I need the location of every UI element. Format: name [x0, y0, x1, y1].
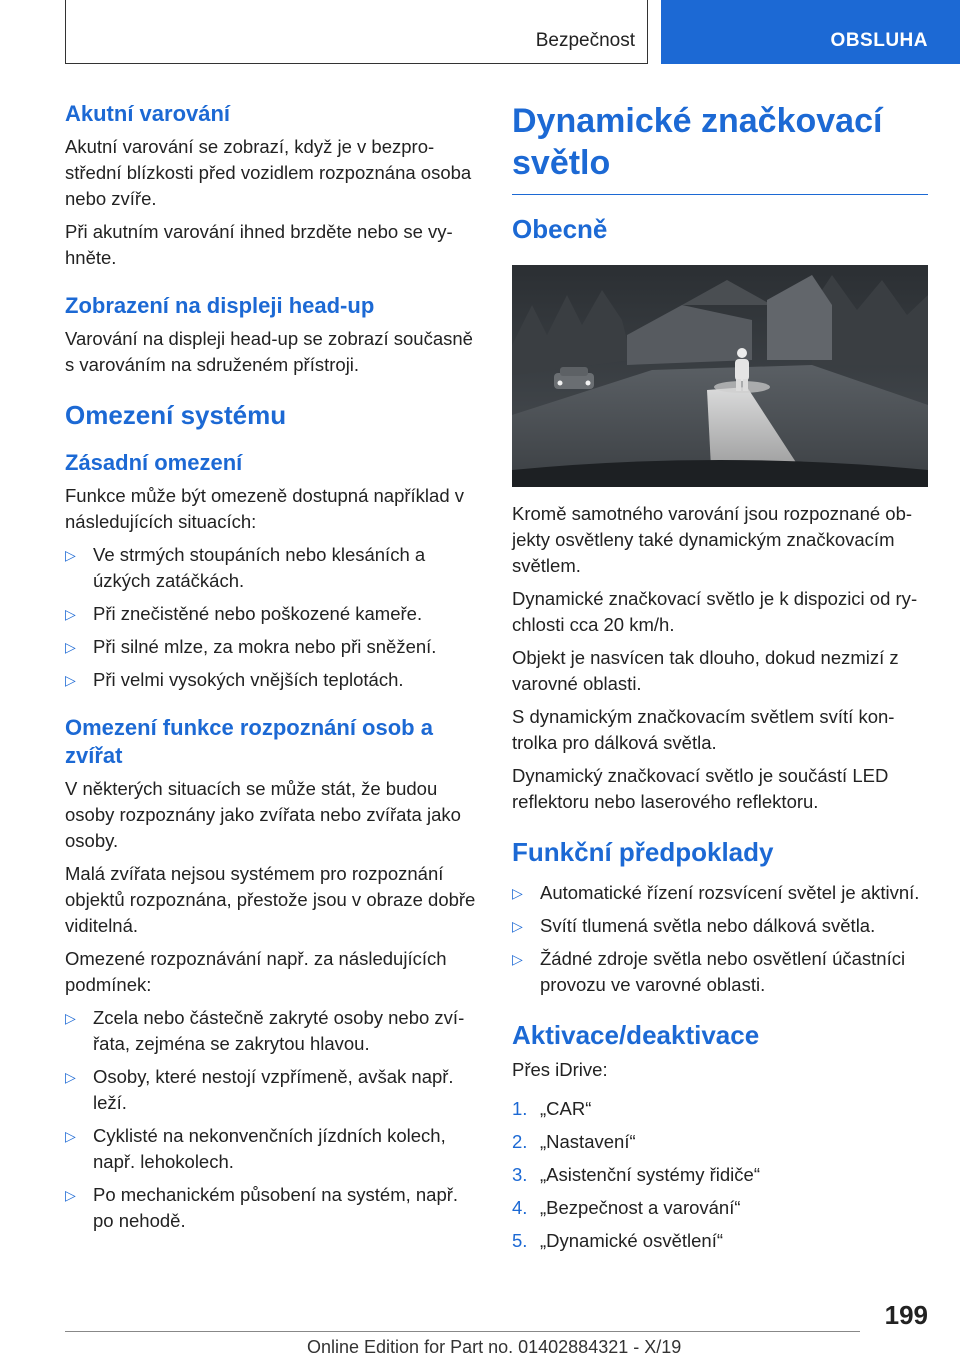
para-general-4: S dynamickým značkovacím světlem svítí kontrolka pro dálková světla.	[512, 706, 895, 753]
header-category-tab	[661, 0, 960, 64]
basic-limits-list	[65, 542, 480, 693]
page-number: 199	[884, 1300, 928, 1330]
header-section-box	[65, 0, 648, 64]
step-item	[512, 1129, 928, 1155]
heading-requirements: Funkční předpoklady	[512, 837, 774, 867]
para-general-3: Objekt je nasvícen tak dlouho, dokud nezmizí z varovné oblasti.	[512, 647, 899, 694]
para-hud: Varování na displeji head-up se zobrazí současně s varováním na sdruženém přístroji.	[65, 328, 473, 375]
list-item: ▷ Při velmi vysokých vnějších teplotách.	[65, 667, 480, 693]
step-number: 2.	[512, 1131, 528, 1152]
activation-steps	[512, 1096, 928, 1254]
para-general-1: Kromě samotného varování jsou rozpoznané objekty osvětleny také dynamickým značkovacím světlem.	[512, 503, 913, 576]
step-item	[512, 1228, 928, 1254]
heading-rule	[512, 194, 928, 195]
list-item: ▷ Při znečistěné nebo poškozené kameře.	[65, 601, 480, 627]
list-item: ▷ Cyklisté na nekonvenčních jízdních kolech, např. lehokolech.	[65, 1123, 480, 1175]
para-detect-3: Omezené rozpoznávání např. za následujících podmínek:	[65, 948, 447, 995]
step-text: „CAR“	[540, 1098, 592, 1119]
list-item: ▷ Při silné mlze, za mokra nebo při sněžení.	[65, 634, 480, 660]
left-column	[65, 100, 480, 1241]
footer-rule	[65, 1331, 860, 1332]
step-item	[512, 1195, 928, 1221]
list-item: ▷ Po mechanickém působení na systém, např. po nehodě.	[65, 1182, 480, 1234]
step-text: „Dynamické osvětlení“	[540, 1230, 724, 1251]
step-item	[512, 1096, 928, 1122]
step-number: 3.	[512, 1164, 528, 1185]
header-category-title: OBSLUHA	[830, 30, 928, 51]
step-text: „Nastavení“	[540, 1131, 636, 1152]
heading-dynamic-marking-light: Dynamické značkovací světlo	[512, 102, 883, 182]
list-item: ▷ Automatické řízení rozsvícení světel je aktivní.	[512, 880, 928, 906]
heading-basic-limits: Zásadní omezení	[65, 450, 243, 475]
right-column	[512, 100, 928, 1261]
step-number: 5.	[512, 1230, 528, 1251]
para-detect-1: V některých situacích se může stát, že budou osoby rozpoznány jako zvířata nebo zvířata jako osoby.	[65, 778, 461, 851]
heading-system-limits: Omezení systému	[65, 400, 287, 430]
para-detect-2: Malá zvířata nejsou systémem pro rozpoznání objektů rozpoznána, přestože jsou v obraze dobře viditelná.	[65, 863, 476, 936]
list-item: ▷ Osoby, které nestojí vzpřímeně, avšak např. leží.	[65, 1064, 480, 1116]
step-number: 1.	[512, 1098, 528, 1119]
step-item	[512, 1162, 928, 1188]
para-brake: Při akutním varování ihned brzděte nebo se vyhněte.	[65, 221, 453, 268]
step-text: „Asistenční systémy řidiče“	[540, 1164, 760, 1185]
para-general-5: Dynamický značkovací světlo je součástí LED reflektoru nebo laserového reflektoru.	[512, 765, 889, 812]
step-text: „Bezpečnost a varování“	[540, 1197, 741, 1218]
footer-edition: Online Edition for Part no. 01402884321 - X/19	[307, 1337, 682, 1357]
list-item: ▷ Svítí tlumená světla nebo dálková světla.	[512, 913, 928, 939]
night-road-pedestrian-image	[512, 265, 928, 487]
para-activation: Přes iDrive:	[512, 1059, 608, 1080]
heading-detection-limits: Omezení funkce rozpoznání osob a zvířat	[65, 715, 433, 768]
para-general-2: Dynamické značkovací světlo je k dispozici od rychlosti cca 20 km/h.	[512, 588, 918, 635]
header-section-title: Bezpečnost	[535, 30, 635, 51]
detection-limits-list	[65, 1005, 480, 1234]
heading-general: Obecně	[512, 214, 608, 244]
step-number: 4.	[512, 1197, 528, 1218]
para-acute-warning: Akutní varování se zobrazí, když je v bezprostřední blízkosti před vozidlem rozpoznána osoba nebo zvíře.	[65, 136, 472, 209]
para-basic-limits: Funkce může být omezeně dostupná například v následujících situacích:	[65, 485, 465, 532]
heading-activation: Aktivace/deaktivace	[512, 1020, 760, 1050]
list-item: ▷ Žádné zdroje světla nebo osvětlení účastníci provozu ve varovné oblasti.	[512, 946, 928, 998]
heading-hud: Zobrazení na displeji head-up	[65, 293, 375, 318]
list-item: ▷ Ve strmých stoupáních nebo klesáních a úzkých zatáčkách.	[65, 542, 480, 594]
list-item: ▷ Zcela nebo částečně zakryté osoby nebo zvířata, zejména se zakrytou hlavou.	[65, 1005, 480, 1057]
heading-acute-warning: Akutní varování	[65, 101, 231, 126]
requirements-list	[512, 880, 928, 998]
